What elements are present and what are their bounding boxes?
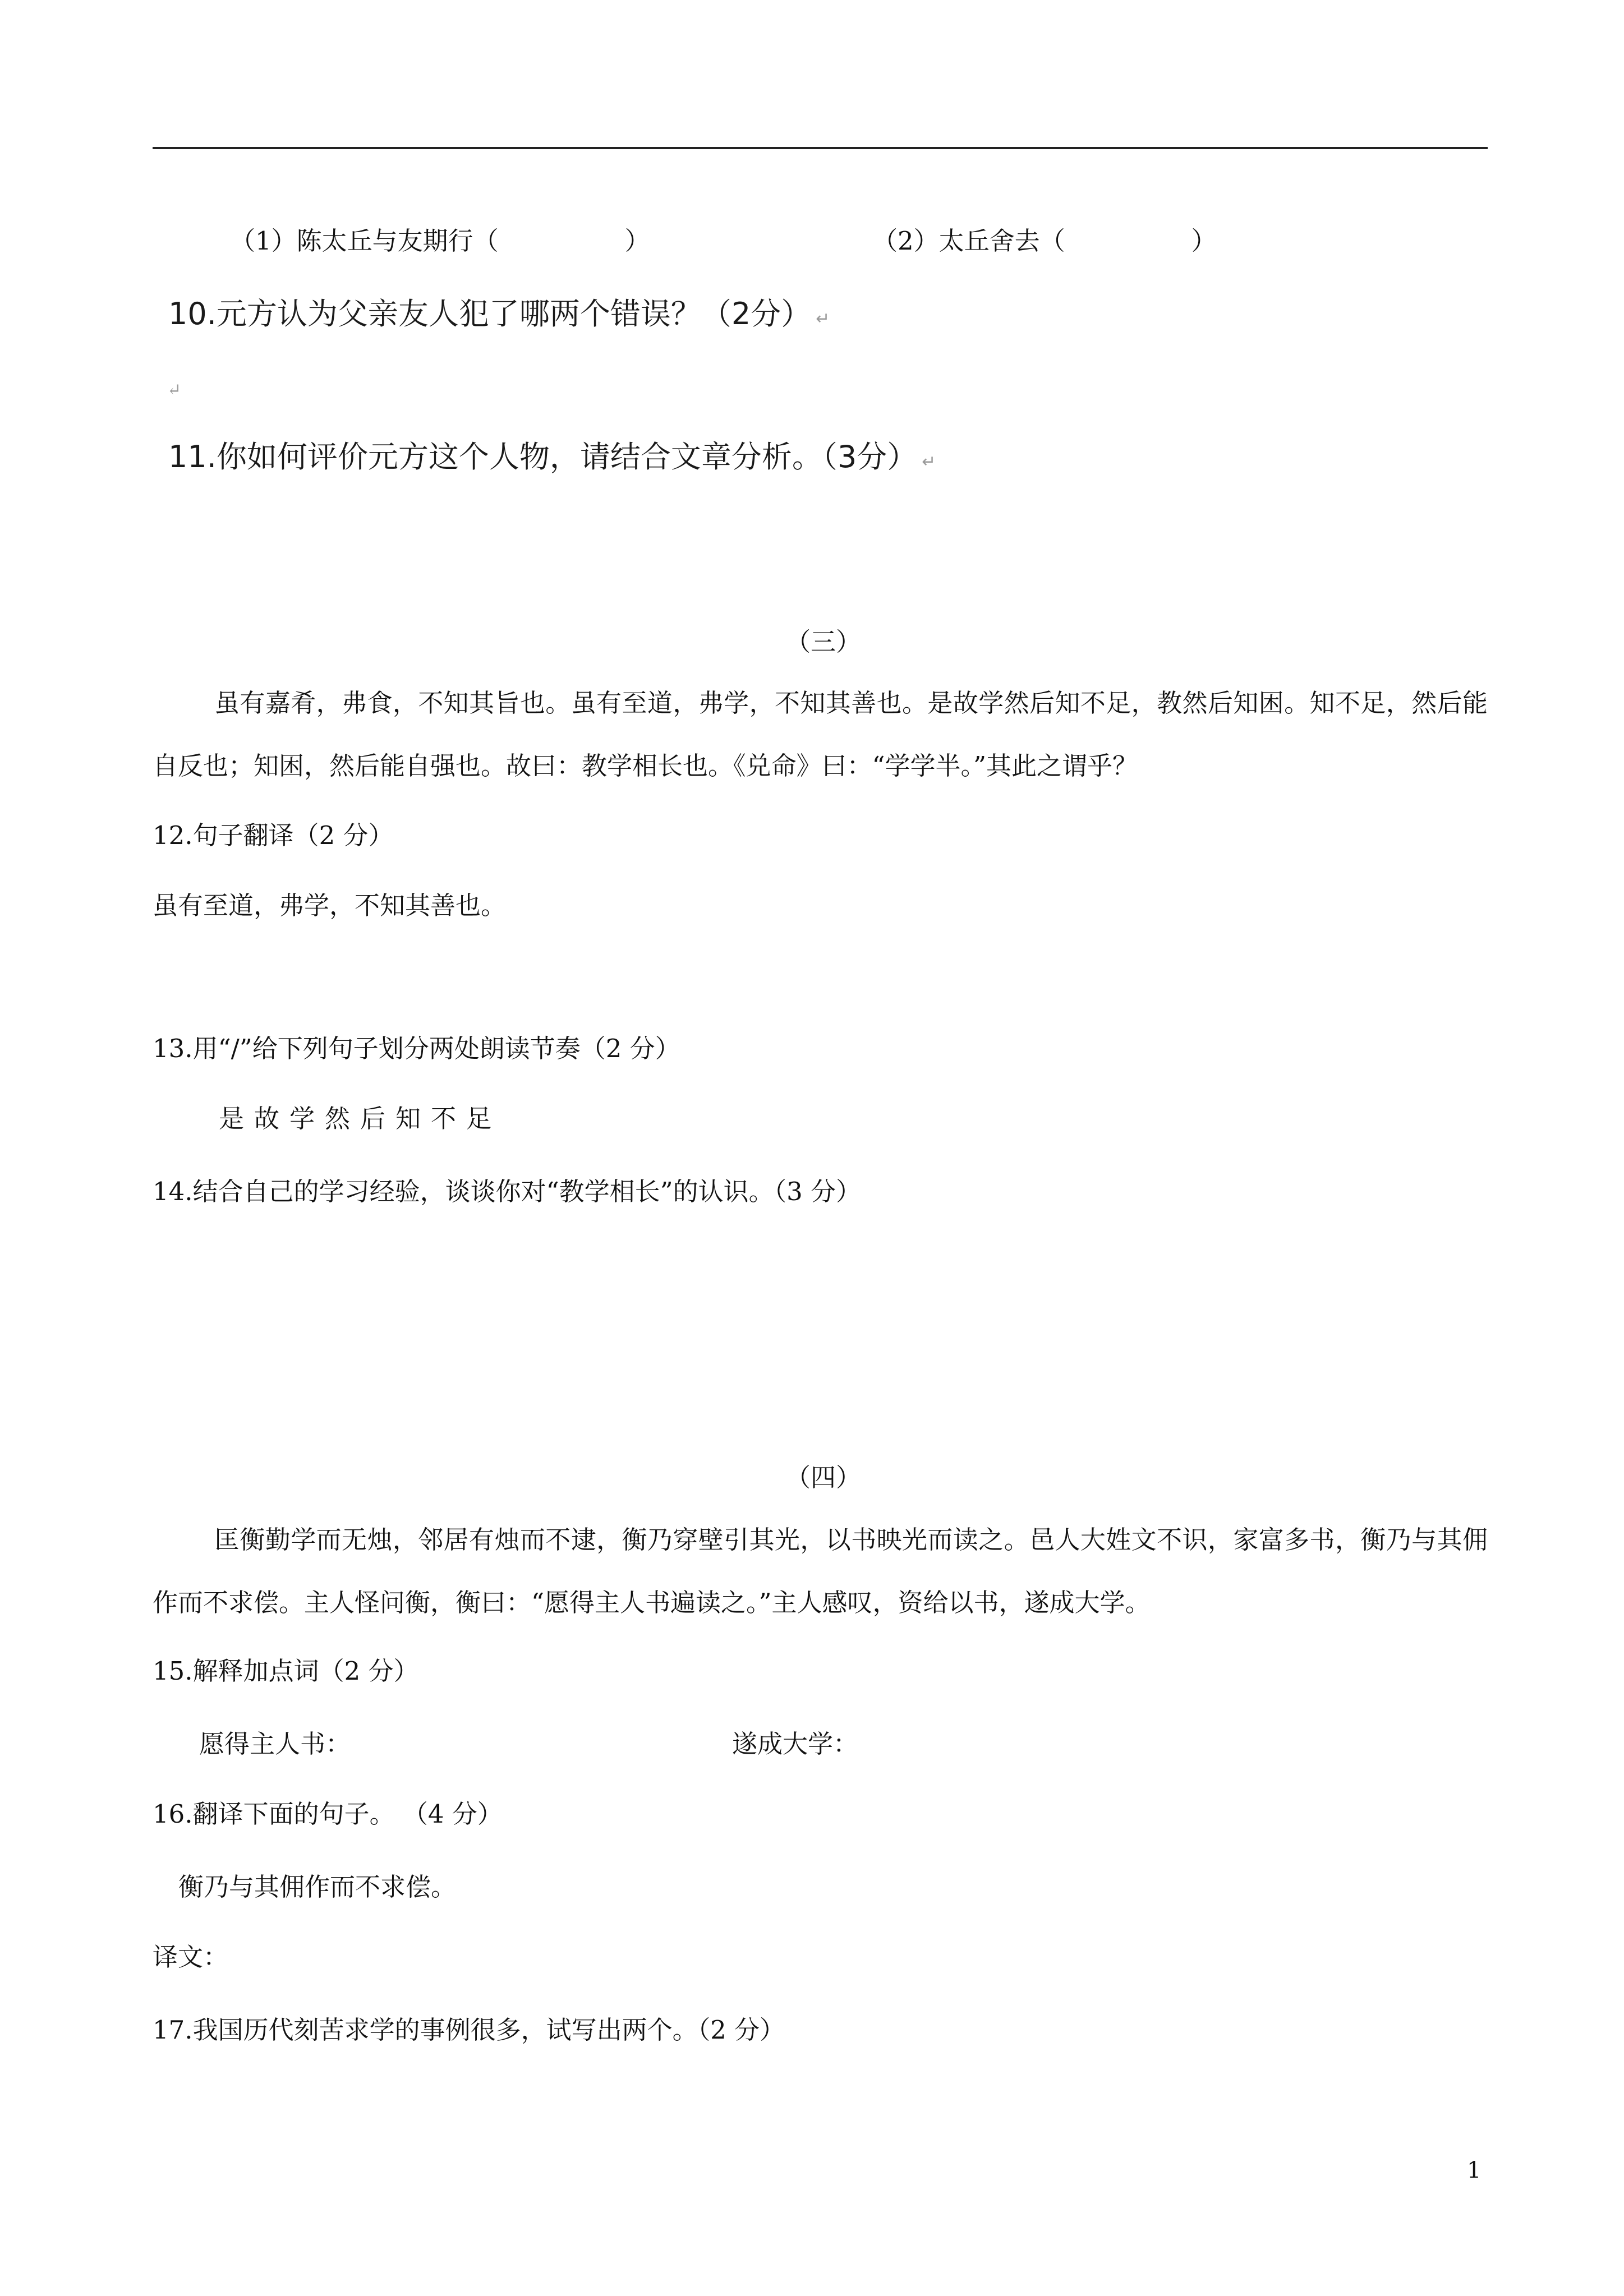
question-12-sentence: 虽有至道，弗学，不知其善也。 bbox=[153, 891, 507, 920]
answer-label: 译文： bbox=[153, 1942, 229, 1972]
return-mark-icon: ↵ bbox=[167, 380, 182, 400]
section-3-heading: （三） bbox=[785, 627, 862, 657]
question-11 bbox=[168, 437, 936, 482]
question-10-text: 10.元方认为父亲友人犯了哪两个错误？（2分） bbox=[168, 296, 812, 331]
question-11-text: 11.你如何评价元方这个人物，请结合文章分析。（3分） bbox=[168, 439, 918, 474]
question-14: 14.结合自己的学习经验，谈谈你对“教学相长”的认识。（3 分） bbox=[153, 1177, 862, 1206]
question-13-sentence: 是故学然后知不足 bbox=[219, 1104, 502, 1133]
question-17: 17.我国历代刻苦求学的事例很多，试写出两个。（2 分） bbox=[153, 2015, 785, 2045]
question-12: 12.句子翻译（2 分） bbox=[153, 820, 394, 850]
question-10 bbox=[168, 294, 830, 339]
question-16-sentence: 衡乃与其佣作而不求偿。 bbox=[178, 1872, 457, 1902]
q9-item-1: （1）陈太丘与友期行（ ） bbox=[230, 226, 650, 256]
section-3-passage: 虽有嘉肴，弗食，不知其旨也。虽有至道，弗学，不知其善也。是故学然后知不足，教然后知困。知不足，然后能自反也；知困，然后能自强也。故曰：教学相长也。《兑命》曰：“学学半。”其此之谓乎？ bbox=[153, 688, 1488, 781]
page-number: 1 bbox=[1467, 2157, 1482, 2183]
return-mark-icon: ↵ bbox=[922, 452, 936, 472]
q9-item-2: （2）太丘舍去（ ） bbox=[872, 226, 1217, 256]
section-4-passage: 匡衡勤学而无烛，邻居有烛而不逮，衡乃穿壁引其光，以书映光而读之。邑人大姓文不识，家富多书，衡乃与其佣作而不求偿。主人怪问衡，衡曰：“愿得主人书遍读之。”主人感叹，资给以书，遂成大学。 bbox=[153, 1525, 1488, 1617]
question-15: 15.解释加点词（2 分） bbox=[153, 1656, 419, 1686]
question-13: 13.用“/”给下列句子划分两处朗读节奏（2 分） bbox=[153, 1034, 680, 1063]
section-4-heading: （四） bbox=[785, 1463, 862, 1492]
question-16: 16.翻译下面的句子。 （4 分） bbox=[153, 1799, 503, 1829]
header-rule bbox=[153, 147, 1488, 149]
question-15-item-2: 遂成大学： bbox=[732, 1729, 859, 1759]
blank-line bbox=[167, 370, 181, 407]
question-15-item-1: 愿得主人书： bbox=[199, 1729, 351, 1759]
return-mark-icon: ↵ bbox=[816, 309, 830, 329]
